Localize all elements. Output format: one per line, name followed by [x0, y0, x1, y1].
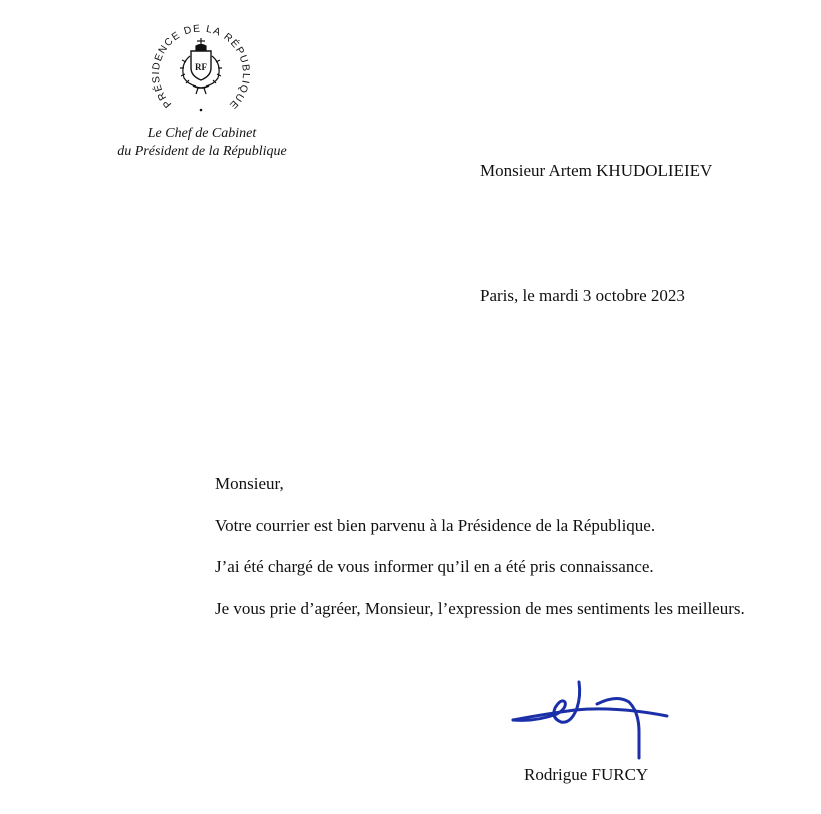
recipient-name: Monsieur Artem KHUDOLIEIEV: [480, 161, 713, 180]
letter-paragraph: Votre courrier est bien parvenu à la Présidence de la République.: [215, 515, 656, 535]
sender-block: [92, 125, 312, 161]
sender-subtitle: du Président de la République: [117, 144, 287, 159]
seal-dot: [200, 109, 203, 112]
letter-body: [215, 473, 745, 639]
letter-paragraph: Je vous prie d’agréer, Monsieur, l’expression de mes sentiments les meilleurs.: [215, 598, 745, 618]
seal-monogram: RF: [195, 62, 207, 72]
seal-ring-text: PRÉSIDENCE DE LA RÉPUBLIQUE: [150, 23, 252, 112]
salutation: Monsieur,: [215, 474, 284, 493]
letter-paragraph: J’ai été chargé de vous informer qu’il en a été pris connaissance.: [215, 557, 654, 576]
sender-title: Le Chef de Cabinet: [147, 126, 257, 141]
handwritten-signature: [505, 678, 675, 766]
place-and-date: Paris, le mardi 3 octobre 2023: [480, 286, 685, 305]
presidency-seal: [146, 16, 256, 116]
signatory-name: Rodrigue FURCY: [524, 765, 649, 784]
